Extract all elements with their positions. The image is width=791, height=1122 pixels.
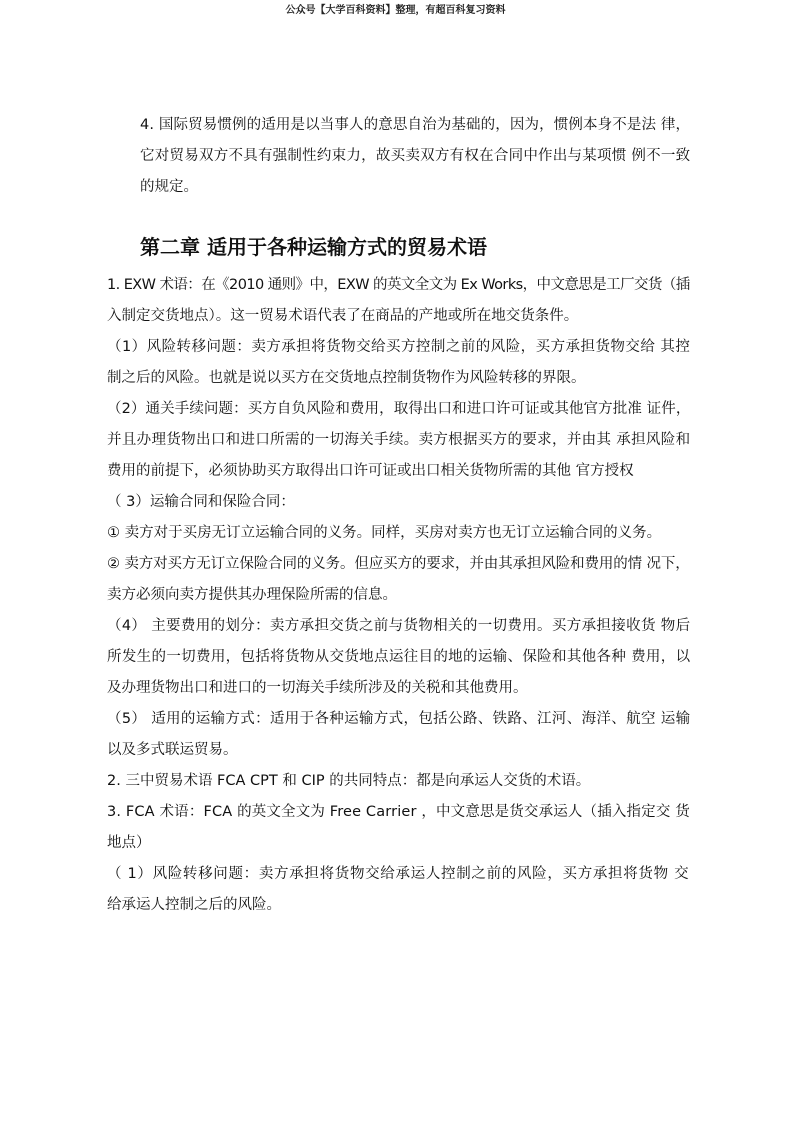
text-line: 1. EXW 术语：在《2010 通则》中，EXW 的英文全文为 Ex Works，中文意思是工厂交货（插 [107,277,690,293]
text-line: （1）风险转移问题：卖方承担将货物交给买方控制之前的风险，买方承担货物交给 其控 [107,339,691,355]
text-line: 3. FCA 术语：FCA 的英文全文为 Free Carrier ，中文意思是货交承运人（插入指定交 货 [107,804,690,820]
text-line: 它对贸易双方不具有强制性约束力，故买卖双方有权在合同中作出与某项惯 例不一致 [140,148,691,164]
text-line: （ 3）运输合同和保险合同： [107,494,295,510]
page-header-watermark: 公众号【大学百科资料】整理，有超百科复习资料 [285,5,506,16]
chapter-heading: 第二章 适用于各种运输方式的贸易术语 [140,235,487,259]
text-line: 地点） [107,835,151,851]
text-line: 所发生的一切费用，包括将货物从交货地点运往目的地的运输、保险和其他各种 费用，以 [107,649,691,665]
text-line: ② 卖方对买方无订立保险合同的义务。但应买方的要求，并由其承担风险和费用的情 况下， [107,556,690,572]
text-line: 4. 国际贸易惯例的适用是以当事人的意思自治为基础的，因为，惯例本身不是法 律， [140,117,691,133]
text-line: （ 1）风险转移问题：卖方承担将货物交给承运人控制之前的风险，买方承担将货物 交 [107,866,690,882]
text-line: 入制定交货地点）。这一贸易术语代表了在商品的产地或所在地交货条件。 [107,308,579,324]
text-line: 2. 三中贸易术语 FCA CPT 和 CIP 的共同特点：都是向承运人交货的术语。 [107,773,591,789]
text-line: 给承运人控制之后的风险。 [107,897,281,913]
text-line: 制之后的风险。也就是说以买方在交货地点控制货物作为风险转移的界限。 [107,370,586,386]
text-line: （5） 适用的运输方式：适用于各种运输方式，包括公路、铁路、江河、海洋、航空 运输 [107,711,691,727]
text-line: （2）通关手续问题：买方自负风险和费用，取得出口和进口许可证或其他官方批准 证件， [107,401,691,417]
text-line: 的规定。 [140,179,198,195]
text-line: ① 卖方对于买房无订立运输合同的义务。同样，买房对卖方也无订立运输合同的义务。 [107,525,662,541]
text-line: （4） 主要费用的划分：卖方承担交货之前与货物相关的一切费用。买方承担接收货 物后 [107,618,691,634]
text-line: 费用的前提下，必须协助买方取得出口许可证或出口相关货物所需的其他 官方授权 [107,463,634,479]
text-line: 及办理货物出口和进口的一切海关手续所涉及的关税和其他费用。 [107,680,528,696]
text-line: 以及多式联运贸易。 [107,742,238,758]
text-line: 卖方必须向卖方提供其办理保险所需的信息。 [107,587,397,603]
text-line: 并且办理货物出口和进口所需的一切海关手续。卖方根据买方的要求，并由其 承担风险和 [107,432,691,448]
